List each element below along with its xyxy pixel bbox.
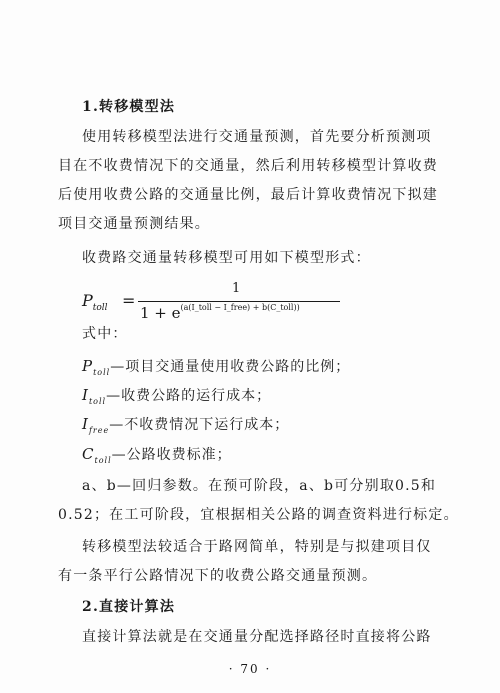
formula-lhs: $P_{toll}$	[82, 291, 108, 314]
paragraph-line: 转移模型法较适合于路网简单，特别是与拟建项目仅	[82, 539, 432, 555]
formula-equals: =	[122, 291, 136, 310]
transfer-model-formula	[82, 281, 342, 325]
section-heading-direct-calculation: 2.直接计算法	[82, 599, 176, 615]
page-number: · 70 ·	[228, 662, 272, 676]
definition-item: $P_{toll}—$项目交通量使用收费公路的比例；	[82, 357, 351, 377]
paragraph-line: 项目交通量预测结果。	[58, 216, 210, 232]
paragraph-line: 0.52；在工可阶段，宜根据相关公路的调查资料进行标定。	[58, 507, 459, 523]
paragraph-line: 目在不收费情况下的交通量，然后利用转移模型计算收费	[58, 158, 438, 174]
formula-denominator: $1 + e^{(a(I\_toll - I\_free) + b(C\_toll))}$	[140, 303, 300, 322]
formula-numerator: 1	[232, 281, 241, 296]
definition-item: $I_{free}—$不收费情况下运行成本；	[82, 415, 290, 435]
section-heading-transfer-model: 1.转移模型法	[82, 99, 176, 115]
paragraph-line: 使用转移模型法进行交通量预测，首先要分析预测项	[82, 129, 432, 145]
definition-item: $C_{toll}—$公路收费标准；	[82, 445, 232, 465]
paragraph-line: 后使用收费公路的交通量比例，最后计算收费情况下拟建	[58, 187, 438, 203]
paragraph-line: a、b—回归参数。在预可阶段，a、b可分别取0.5和	[82, 478, 437, 494]
paragraph-line: 直接计算法就是在交通量分配选择路径时直接将公路	[82, 629, 432, 645]
definition-item: $I_{toll}—$收费公路的运行成本；	[82, 386, 272, 406]
fraction-bar	[138, 301, 340, 302]
where-label: 式中：	[82, 326, 128, 342]
paragraph-line: 收费路交通量转移模型可用如下模型形式：	[82, 250, 371, 266]
paragraph-line: 有一条平行公路情况下的收费公路交通量预测。	[58, 568, 378, 584]
